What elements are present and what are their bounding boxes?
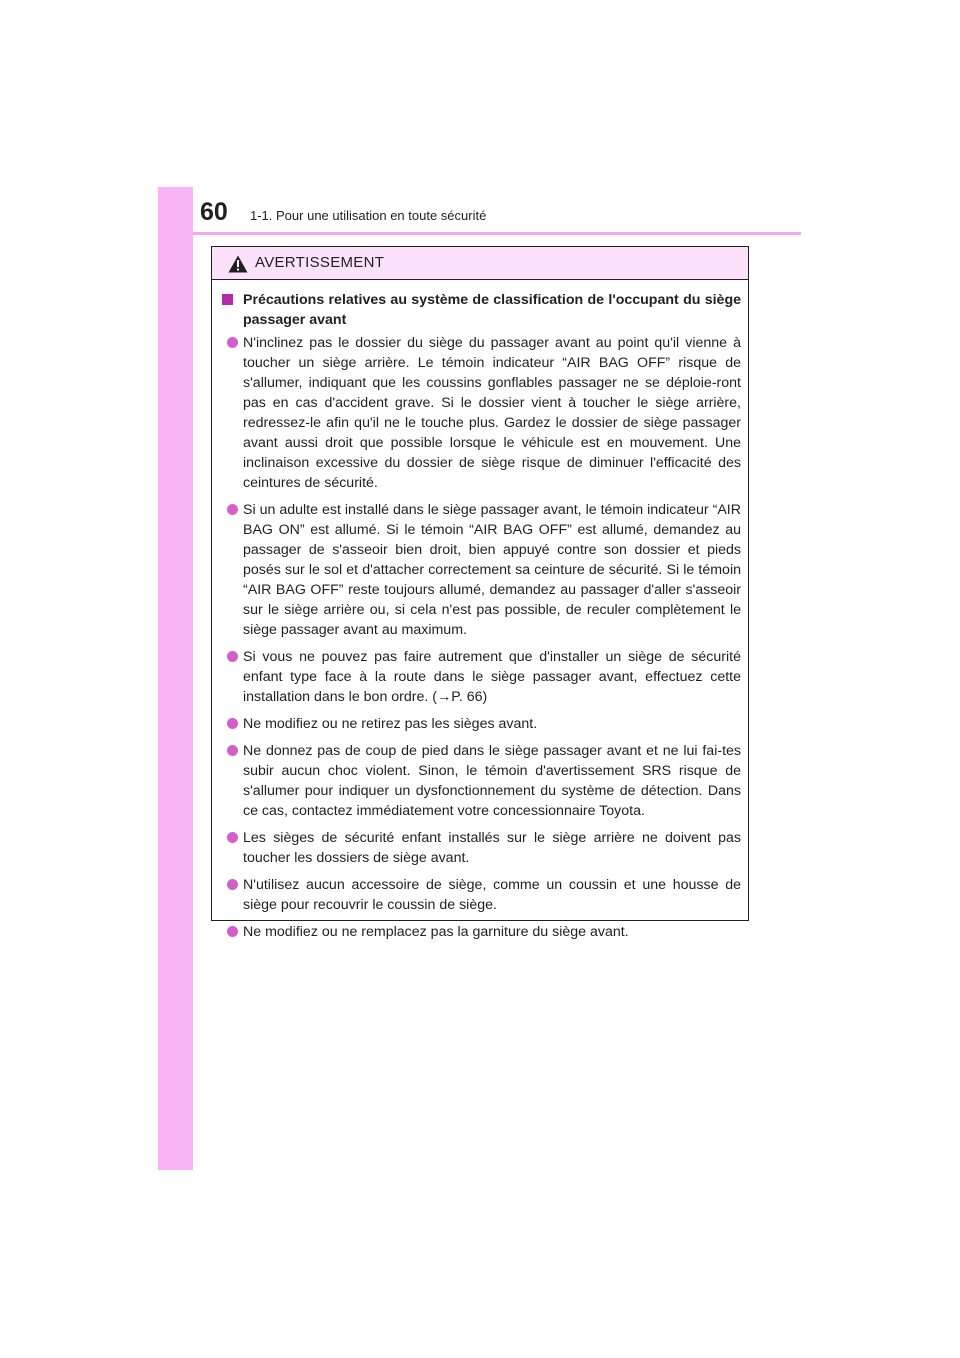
warning-box [211,246,749,940]
list-item [219,922,741,942]
list-item-text: Ne donnez pas de coup de pied dans le siège passager avant et ne lui fai-tes subir aucun choc violent. Sinon, le témoin d'avertissement SRS risque de s'allumer pour indiquer un dysfonctionnement du système de détection. Dans ce cas, contactez immédiatement votre concessionnaire Toyota. [243,743,741,819]
list-item [219,875,741,915]
list-item [219,500,741,640]
warning-heading [219,290,741,330]
bullet-icon [227,832,238,843]
list-item [219,741,741,821]
warning-header [212,247,748,280]
list-item-text: Ne modifiez ou ne retirez pas les sièges avant. [243,716,538,732]
section-title: 1-1. Pour une utilisation en toute sécurité [250,208,487,223]
bullet-icon [227,745,238,756]
list-item [219,647,741,707]
bullet-icon [227,337,238,348]
bullet-icon [227,879,238,890]
list-item-text: Si vous ne pouvez pas faire autrement que d'installer un siège de sécurité enfant type face à la route dans le siège passager avant, effectuez cette installation dans le bon ordre. (→P. 66) [243,649,741,705]
bullet-icon [227,718,238,729]
warning-body [212,280,748,942]
list-item-text: Ne modifiez ou ne remplacez pas la garniture du siège avant. [243,924,629,940]
list-item-text: Les sièges de sécurité enfant installés sur le siège arrière ne doivent pas toucher les dossiers de siège avant. [243,830,741,866]
warning-title: AVERTISSEMENT [255,254,385,271]
page-side-tab [158,187,193,1170]
header-rule [193,232,801,235]
list-item-text: Si un adulte est installé dans le siège passager avant, le témoin indicateur “AIR BAG ON” est allumé. Si le témoin “AIR BAG OFF” est allumé, demandez au passager de s'asseoir bien droit, bien appuyé contre son dossier et pieds posés sur le sol et d'attacher correctement sa ceinture de sécurité. Si le témoin “AIR BAG OFF” reste toujours allumé, demandez au passager d'aller s'asseoir sur le siège arrière ou, si cela n'est pas possible, de reculer complètement le siège passager avant au maximum. [243,502,741,638]
bullet-icon [227,504,238,515]
list-item-text: N'inclinez pas le dossier du siège du passager avant au point qu'il vienne à toucher un siège arrière. Le témoin indicateur “AIR BAG OFF” risque de s'allumer, indiquant que les coussins gonflables passager ne se déploie-ront pas en cas d'accident grave. Si le dossier vient à toucher le siège arrière, redressez-le afin qu'il ne le touche plus. Gardez le dossier de siège passager avant aussi droit que possible lorsque le véhicule est en mouvement. Une inclinaison excessive du dossier de siège risque de diminuer l'efficacité des ceintures de sécurité. [243,335,741,491]
list-item [219,714,741,734]
page-number: 60 [200,198,228,226]
warning-heading-text: Précautions relatives au système de classification de l'occupant du siège passager avant [243,292,741,328]
list-item [219,828,741,868]
warning-triangle-icon [228,255,248,273]
bullet-icon [227,651,238,662]
square-bullet-icon [222,294,233,305]
bullet-icon [227,926,238,937]
list-item-text: N'utilisez aucun accessoire de siège, comme un coussin et une housse de siège pour recouvrir le coussin de siège. [243,877,741,913]
list-item [219,333,741,493]
